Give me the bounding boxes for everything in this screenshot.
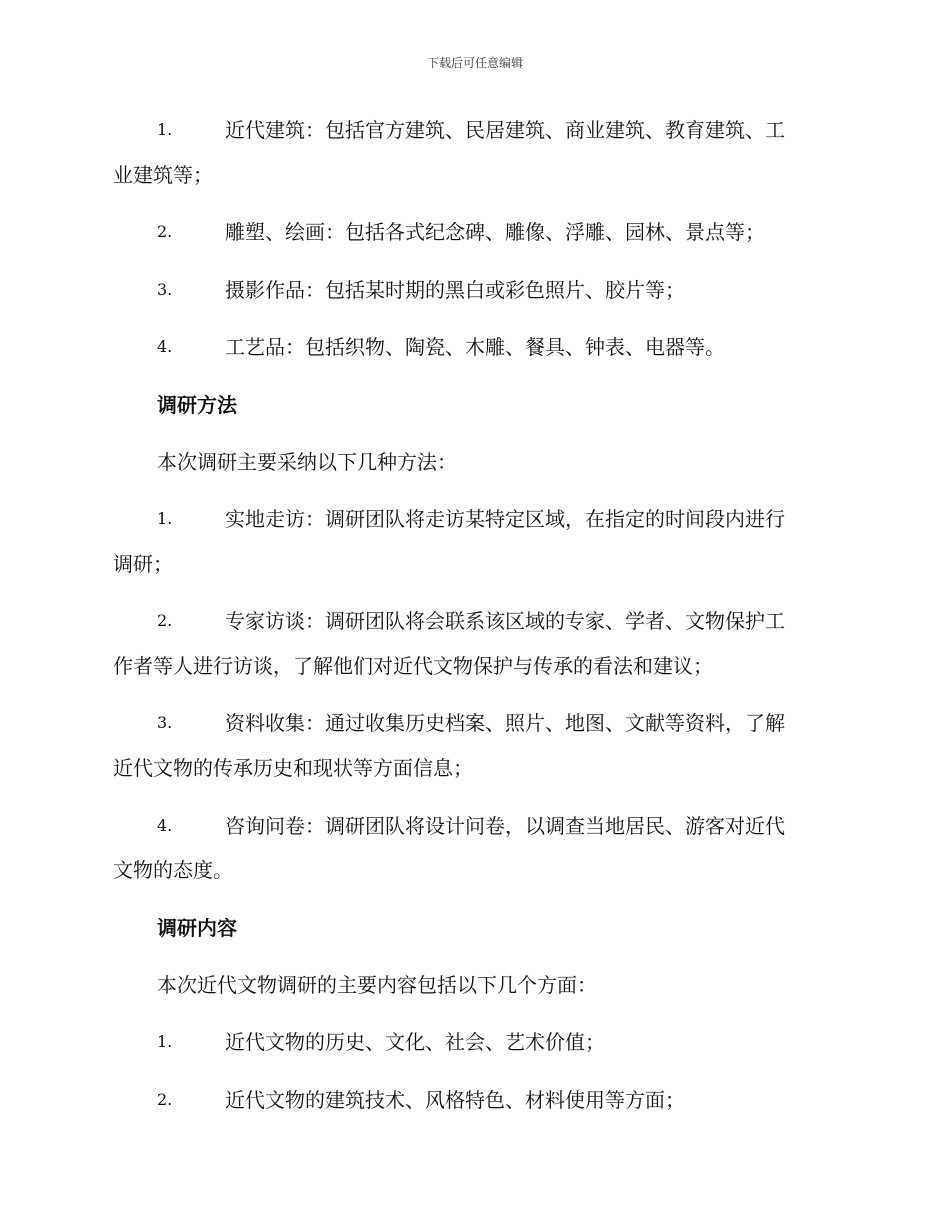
list-number: 2. bbox=[157, 1090, 173, 1109]
list-item-text: 近代文物的建筑技术、风格特色、材料使用等方面； bbox=[225, 1088, 685, 1112]
list-number: 3. bbox=[157, 280, 173, 299]
list-item-text-continued: 文物的态度。 bbox=[113, 858, 233, 882]
list-item-text: 摄影作品：包括某时期的黑白或彩色照片、胶片等； bbox=[225, 278, 685, 302]
list-number: 1. bbox=[157, 509, 173, 528]
list-item-text: 专家访谈：调研团队将会联系该区域的专家、学者、文物保护工 bbox=[225, 609, 785, 633]
list-number: 3. bbox=[157, 713, 173, 732]
list-item-text: 近代文物的历史、文化、社会、艺术价值； bbox=[225, 1030, 605, 1054]
section-heading: 调研内容 bbox=[157, 916, 237, 940]
paragraph-text: 本次近代文物调研的主要内容包括以下几个方面： bbox=[157, 973, 597, 997]
list-number: 1. bbox=[157, 120, 173, 139]
list-item-text: 咨询问卷：调研团队将设计问卷，以调查当地居民、游客对近代 bbox=[225, 814, 785, 838]
list-item-text-continued: 近代文物的传承历史和现状等方面信息； bbox=[113, 756, 473, 780]
list-number: 4. bbox=[157, 816, 173, 835]
list-number: 2. bbox=[157, 222, 173, 241]
list-item-text-continued: 作者等人进行访谈，了解他们对近代文物保护与传承的看法和建议； bbox=[113, 654, 713, 678]
list-number: 2. bbox=[157, 611, 173, 630]
list-number: 1. bbox=[157, 1032, 173, 1051]
list-item-text-continued: 业建筑等； bbox=[113, 163, 213, 187]
list-number: 4. bbox=[157, 337, 173, 356]
list-item-text: 实地走访：调研团队将走访某特定区域，在指定的时间段内进行 bbox=[225, 507, 785, 531]
list-item-text: 雕塑、绘画：包括各式纪念碑、雕像、浮雕、园林、景点等； bbox=[225, 220, 765, 244]
list-item-text: 资料收集：通过收集历史档案、照片、地图、文献等资料，了解 bbox=[225, 711, 785, 735]
list-item-text: 近代建筑：包括官方建筑、民居建筑、商业建筑、教育建筑、工 bbox=[225, 118, 785, 142]
list-item-text: 工艺品：包括织物、陶瓷、木雕、餐具、钟表、电器等。 bbox=[225, 335, 725, 359]
paragraph-text: 本次调研主要采纳以下几种方法： bbox=[157, 450, 457, 474]
section-heading: 调研方法 bbox=[157, 393, 237, 417]
page-header: 下载后可任意编辑 bbox=[426, 56, 523, 70]
list-item-text-continued: 调研； bbox=[113, 552, 173, 576]
